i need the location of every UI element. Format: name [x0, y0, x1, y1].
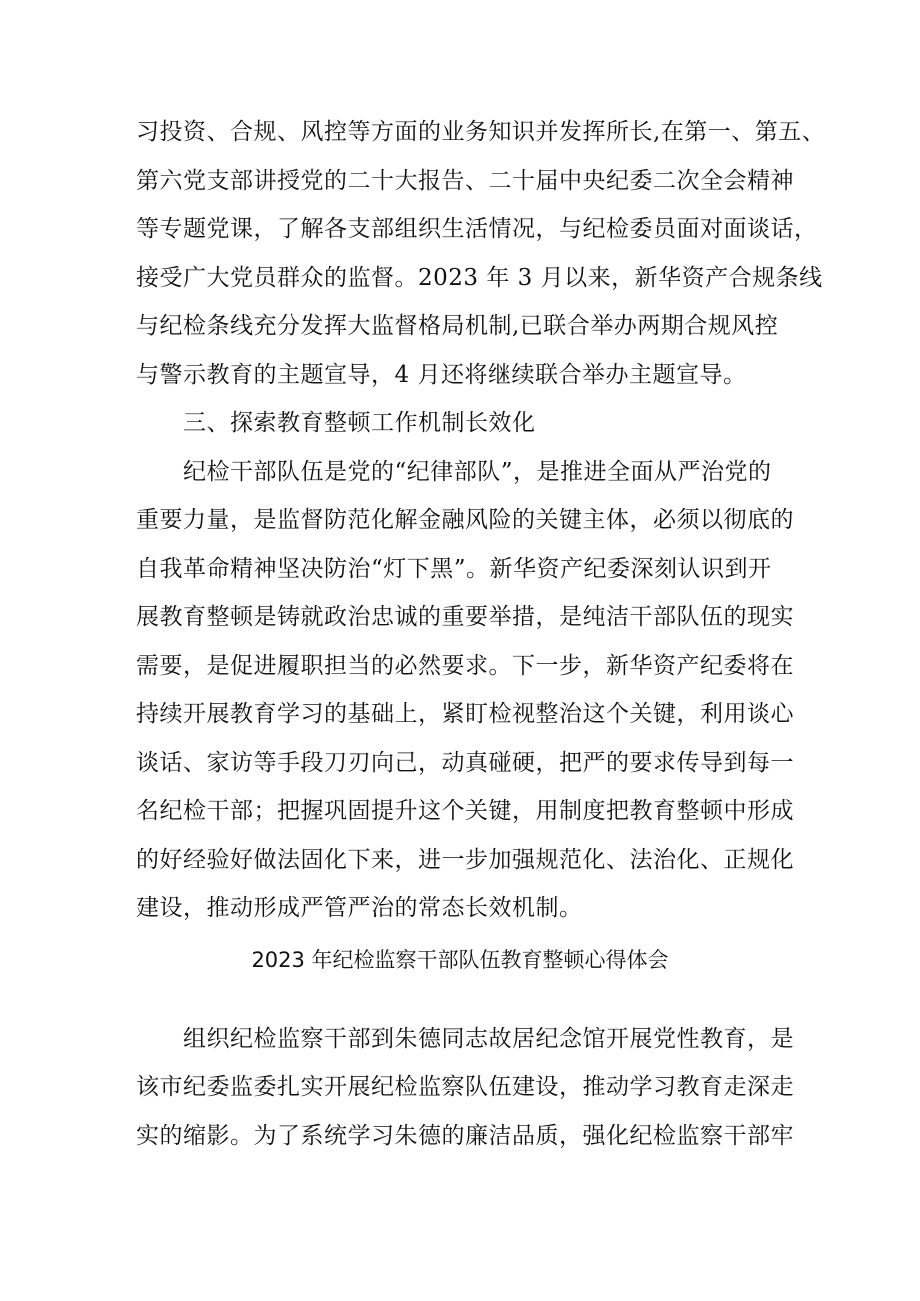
paragraph-line: 纪检干部队伍是党的“纪律部队”，是推进全面从严治党的 [183, 459, 772, 485]
paragraph-line: 习投资、合规、风控等方面的业务知识并发挥所长,在第一、第五、 [136, 119, 826, 145]
paragraph-line: 与纪检条线充分发挥大监督格局机制,已联合举办两期合规风控 [136, 313, 779, 339]
paragraph-line: 该市纪委监委扎实开展纪检监察队伍建设，推动学习教育走深走 [136, 1074, 794, 1100]
article-title: 2023 年纪检监察干部队伍教育整顿心得体会 [251, 948, 669, 972]
paragraph-line: 第六党支部讲授党的二十大报告、二十届中央纪委二次全会精神 [136, 168, 794, 194]
paragraph-line: 建设，推动形成严管严治的常态长效机制。 [136, 895, 583, 921]
paragraph-line: 接受广大党员群众的监督。2023 年 3 月以来，新华资产合规条线 [136, 265, 823, 291]
paragraph-line: 实的缩影。为了系统学习朱德的廉洁品质，强化纪检监察干部牢 [136, 1123, 794, 1149]
paragraph-line: 等专题党课，了解各支部组织生活情况，与纪检委员面对面谈话， [136, 216, 818, 242]
paragraph-line: 持续开展教育学习的基础上，紧盯检视整治这个关键，利用谈心 [136, 701, 794, 727]
paragraph-line: 自我革命精神坚决防治“灯下黑”。新华资产纪委深刻认识到开 [136, 556, 772, 582]
paragraph-line: 组织纪检监察干部到朱德同志故居纪念馆开展党性教育，是 [183, 1026, 794, 1052]
paragraph-line: 与警示教育的主题宣导，4 月还将继续联合举办主题宣导。 [136, 362, 747, 388]
paragraph-line: 的好经验好做法固化下来，进一步加强规范化、法治化、正规化 [136, 847, 794, 873]
paragraph-line: 谈话、家访等手段刀刃向己，动真碰硬，把严的要求传导到每一 [136, 750, 794, 776]
paragraph-line: 展教育整顿是铸就政治忠诚的重要举措，是纯洁干部队伍的现实 [136, 604, 794, 630]
paragraph-line: 名纪检干部；把握巩固提升这个关键，用制度把教育整顿中形成 [136, 798, 794, 824]
paragraph-line: 重要力量，是监督防范化解金融风险的关键主体，必须以彻底的 [136, 507, 794, 533]
paragraph-line: 需要，是促进履职担当的必然要求。下一步，新华资产纪委将在 [136, 653, 794, 679]
section-heading: 三、探索教育整顿工作机制长效化 [183, 410, 536, 436]
